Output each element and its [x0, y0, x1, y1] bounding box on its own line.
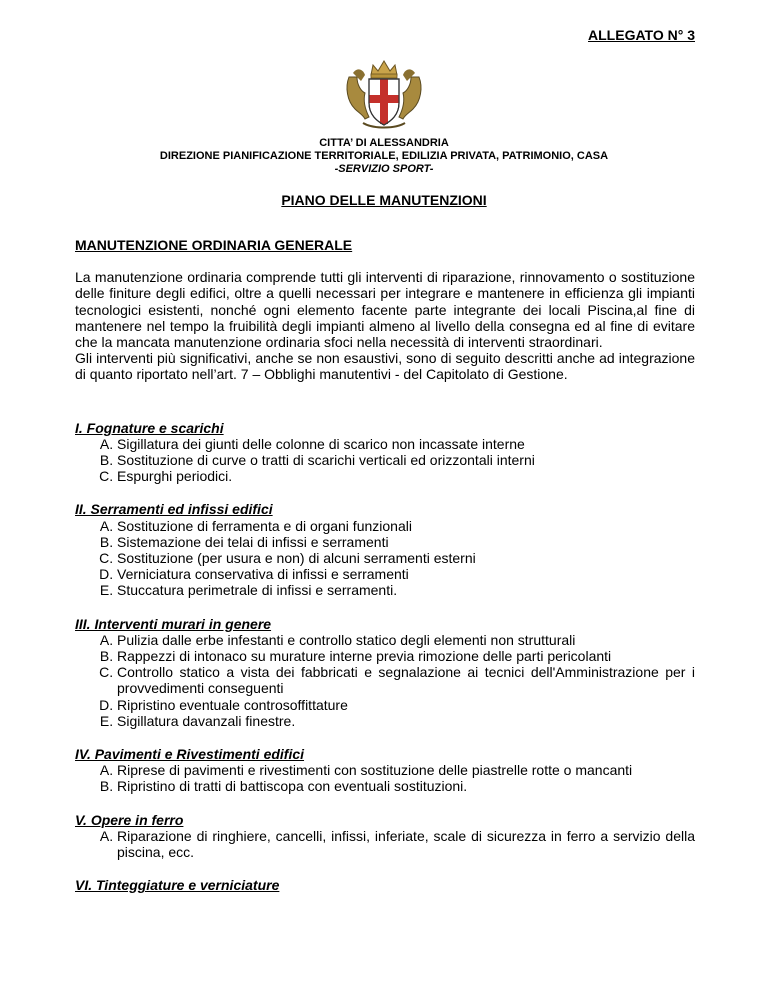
section-opere-ferro — [75, 812, 695, 861]
list-item: A. Sigillatura dei giunti delle colonne di scarico non incassate interne — [117, 436, 695, 452]
item-list — [75, 828, 695, 860]
header-service: -SERVIZIO SPORT- — [334, 163, 434, 175]
list-item: C. Espurghi periodici. — [117, 468, 695, 484]
section-heading: I. Fognature e scarichi — [75, 419, 224, 436]
list-item: A. Riparazione di ringhiere, cancelli, infissi, inferiate, scale di sicurezza in ferro a servizio della piscina, ecc. — [117, 828, 695, 860]
item-list — [75, 518, 695, 599]
list-item: D. Ripristino eventuale controsoffittature — [117, 697, 695, 713]
list-item: B. Rappezzi di intonaco su murature interne previa rimozione delle parti pericolanti — [117, 648, 695, 664]
section-title: MANUTENZIONE ORDINARIA GENERALE — [75, 237, 353, 253]
city-crest-logo — [343, 57, 425, 133]
item-list — [75, 436, 695, 485]
document-title: PIANO DELLE MANUTENZIONI — [281, 192, 487, 208]
item-list — [75, 632, 695, 729]
list-item: A. Pulizia dalle erbe infestanti e controllo statico degli elementi non strutturali — [117, 632, 695, 648]
attachment-label: ALLEGATO N° 3 — [588, 27, 695, 43]
list-item: B. Sistemazione dei telai di infissi e serramenti — [117, 534, 695, 550]
header-department: DIREZIONE PIANIFICAZIONE TERRITORIALE, EDILIZIA PRIVATA, PATRIMONIO, CASA — [159, 150, 609, 162]
list-item: B. Sostituzione di curve o tratti di scarichi verticali ed orizzontali interni — [117, 452, 695, 468]
section-pavimenti — [75, 746, 695, 795]
section-heading: VI. Tinteggiature e verniciature — [75, 877, 280, 894]
list-item: E. Sigillatura davanzali finestre. — [117, 713, 695, 729]
intro-paragraph: La manutenzione ordinaria comprende tutti gli interventi di riparazione, rinnovamento o sostituzione delle finiture degli edifici, oltre a quelli necessari per integrare e mantenere in efficienza gli impianti tecnologici esistenti, nonché ogni elemento facente parte integrante dei locali Piscina,al fine di mantenere nel tempo la fruibilità degli impianti almeno al livello della consegna ed al fine di evitare che la mancata manutenzione ordinaria sfoci nella necessità di interventi straordinari. — [75, 269, 695, 351]
document-body — [75, 237, 695, 894]
section-tinteggiature — [75, 877, 695, 893]
section-heading: V. Opere in ferro — [75, 811, 184, 828]
section-interventi-murari — [75, 616, 695, 729]
list-item: A. Riprese di pavimenti e rivestimenti con sostituzione delle piastrelle rotte o mancanti — [117, 762, 695, 778]
list-item: D. Verniciatura conservativa di infissi e serramenti — [117, 566, 695, 582]
intro-paragraph-2: Gli interventi più significativi, anche se non esaustivi, sono di seguito descritti anche ad integrazione di quanto riportato nell’art. 7 – Obblighi manutentivi - del Capitolato di Gestione. — [75, 350, 695, 383]
section-serramenti — [75, 501, 695, 598]
section-heading: II. Serramenti ed infissi edifici — [75, 501, 273, 518]
section-heading: III. Interventi murari in genere — [75, 615, 272, 632]
header-city: CITTA’ DI ALESSANDRIA — [319, 137, 449, 149]
list-item: B. Ripristino di tratti di battiscopa con eventuali sostituzioni. — [117, 778, 695, 794]
section-heading: IV. Pavimenti e Rivestimenti edifici — [75, 746, 305, 763]
list-item: C. Sostituzione (per usura e non) di alcuni serramenti esterni — [117, 550, 695, 566]
section-fognature — [75, 420, 695, 485]
list-item: C. Controllo statico a vista dei fabbricati e segnalazione ai tecnici dell'Amministrazione per i provvedimenti conseguenti — [117, 664, 695, 696]
list-item: A. Sostituzione di ferramenta e di organi funzionali — [117, 518, 695, 534]
list-item: E. Stuccatura perimetrale di infissi e serramenti. — [117, 582, 695, 598]
item-list — [75, 762, 695, 794]
